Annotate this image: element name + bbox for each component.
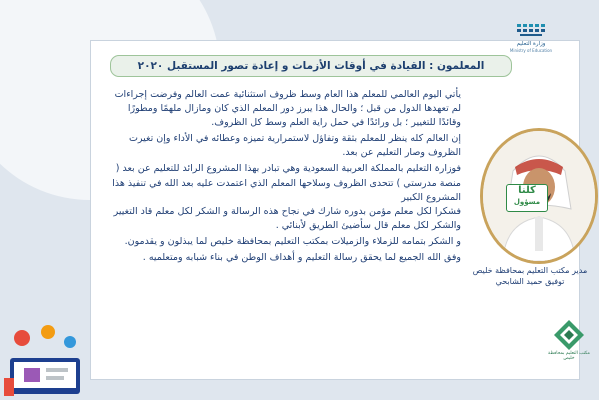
article-paragraph: فوزارة التعليم بالمملكة العربية السعودية وهي تبادر بهذا المشروع الرائد للتعليم عن بعد ( منصة مدرستي ) تتحدى الظروف وسلاحها المعلم الذي اعتمدت عليه بعد الله في تنفيذ هذا المشروع الكبير <box>112 163 461 203</box>
article-paragraph: يأتي اليوم العالمي للمعلم هذا العام وسط ظروف استثنائية عمت العالم وفرضت إجراءات لم تعهدها الدول من قبل ؛ والحال هذا يبرز دور المعلم الذي كان ومازال ملهمًا ومطورًا وقائدًا للتغيير ؛ بل ورائدًا في حمل راية العلم وسط كل الظروف. <box>114 89 461 129</box>
ministry-name-ar: وزارة التعليم <box>516 41 546 47</box>
article-paragraph: و الشكر بتمامه للزملاء والزميلات بمكتب التعليم بمحافظة خليص لما يبذلون و يقدمون. <box>124 235 461 247</box>
online-learning-illustration <box>0 318 90 400</box>
page-title: المعلمون : القيادة في أوقات الأزمات و إعادة تصور المستقبل ٢٠٢٠ <box>110 55 512 77</box>
article-paragraph: وفق الله الجميع لما يحقق رسالة التعليم و أهداف الوطن في بناء شبابه ومتعلميه . <box>142 252 461 264</box>
director-title: مدير مكتب التعليم بمحافظة خليص <box>472 266 588 275</box>
office-name: مكتب التعليم بمحافظة خليص <box>548 351 590 361</box>
diamond-leaf-icon <box>552 318 586 352</box>
article-body <box>103 88 461 265</box>
book-stack-icon <box>513 22 549 40</box>
director-name: توفيق حميد الشابحي <box>495 277 565 286</box>
kulluna-masool-badge <box>506 184 548 212</box>
ministry-name-en: Ministry of Education <box>509 47 553 53</box>
director-caption <box>466 265 594 287</box>
article-paragraph: فشكرا لكل معلم مؤمن بدوره شارك في نجاح هذه الرسالة و الشكر لكل معلم قاد التغيير والشكر لكل معلم قال سأضيئ الطريق لأبنائي . <box>113 205 461 231</box>
badge-line1: كلنا <box>518 185 536 196</box>
article-paragraph: إن العالم كله ينظر للمعلم بثقة وتفاؤل لاستمرارية تميزه وعطائه في الأداء وإن تغيرت الظروف وصار التعليم عن بعد. <box>128 133 461 159</box>
office-logo <box>543 318 595 370</box>
badge-line2: مسؤول <box>513 198 541 206</box>
